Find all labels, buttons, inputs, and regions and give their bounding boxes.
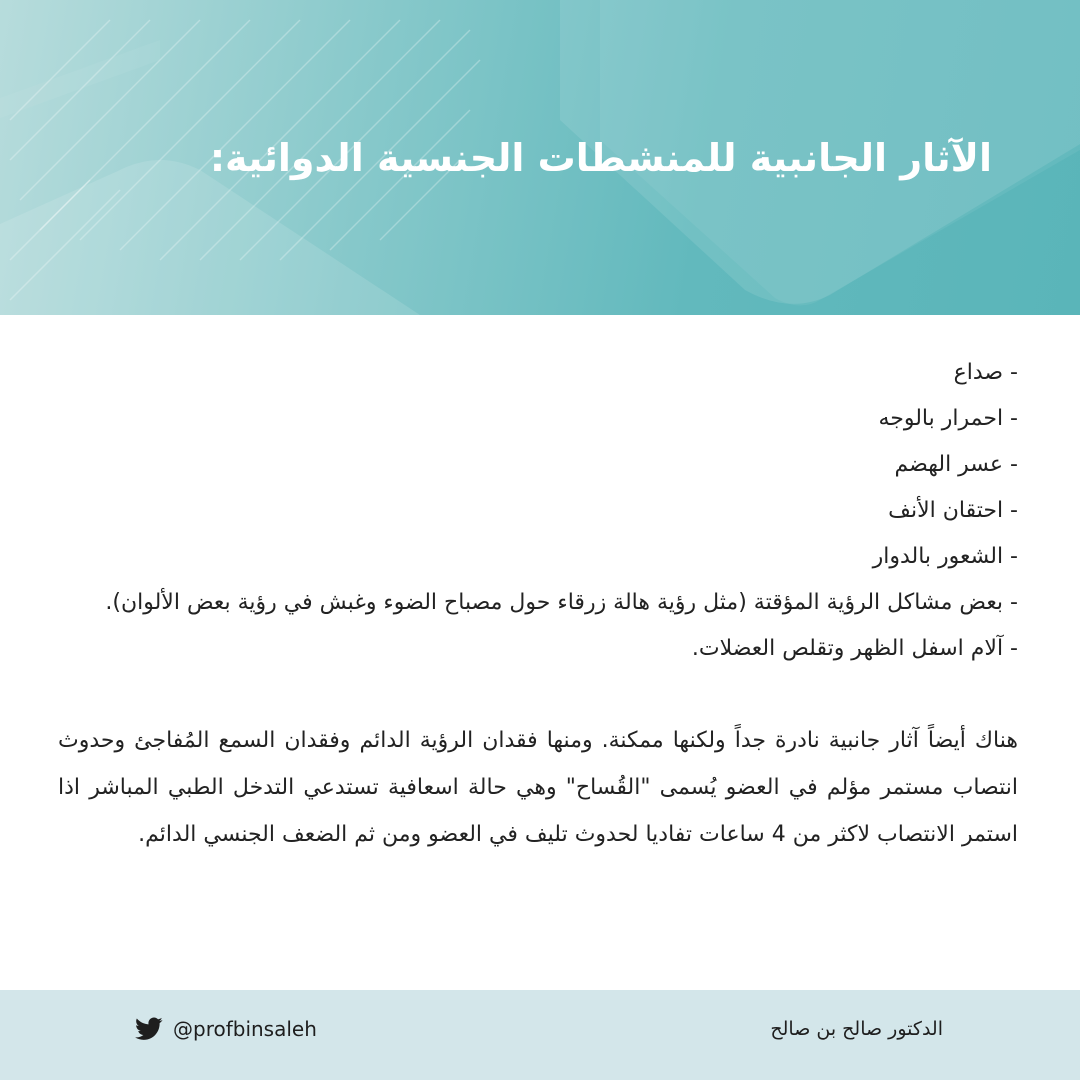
list-item: - آلام اسفل الظهر وتقلص العضلات.	[691, 636, 1018, 661]
list-item: - احتقان الأنف	[888, 498, 1018, 523]
main-content	[58, 350, 1018, 858]
rare-effects-paragraph: هناك أيضاً آثار جانبية نادرة جداً ولكنها ممكنة. ومنها فقدان الرؤية الدائم وفقدان السمع المُفاجئ وحدوث انتصاب مستمر مؤلم في العضو يُسمى "القُساح" وهي حالة اسعافية تستدعي التدخل الطبي المباشر اذا استمر الانتصاب لاكثر من 4 ساعات تفاديا لحدوث تليف في العضو ومن ثم الضعف الجنسي الدائم.	[58, 728, 1018, 847]
list-item: - صداع	[953, 360, 1018, 385]
handle-text: @profbinsaleh	[173, 1017, 317, 1041]
symptom-list	[58, 350, 1018, 672]
author-name: الدكتور صالح بن صالح	[770, 1018, 943, 1040]
footer	[0, 990, 1080, 1080]
list-item: - الشعور بالدوار	[872, 544, 1018, 569]
list-item: - احمرار بالوجه	[878, 406, 1018, 431]
spacer	[58, 672, 1018, 717]
list-item: - بعض مشاكل الرؤية المؤقتة (مثل رؤية هالة زرقاء حول مصباح الضوء وغبش في رؤية بعض الألوان).	[105, 590, 1018, 615]
list-item: - عسر الهضم	[894, 452, 1018, 477]
twitter-handle[interactable]	[135, 1014, 317, 1044]
twitter-icon	[135, 1017, 163, 1041]
header-banner	[0, 0, 1080, 315]
page-title: الآثار الجانبية للمنشطات الجنسية الدوائية:	[209, 136, 992, 180]
